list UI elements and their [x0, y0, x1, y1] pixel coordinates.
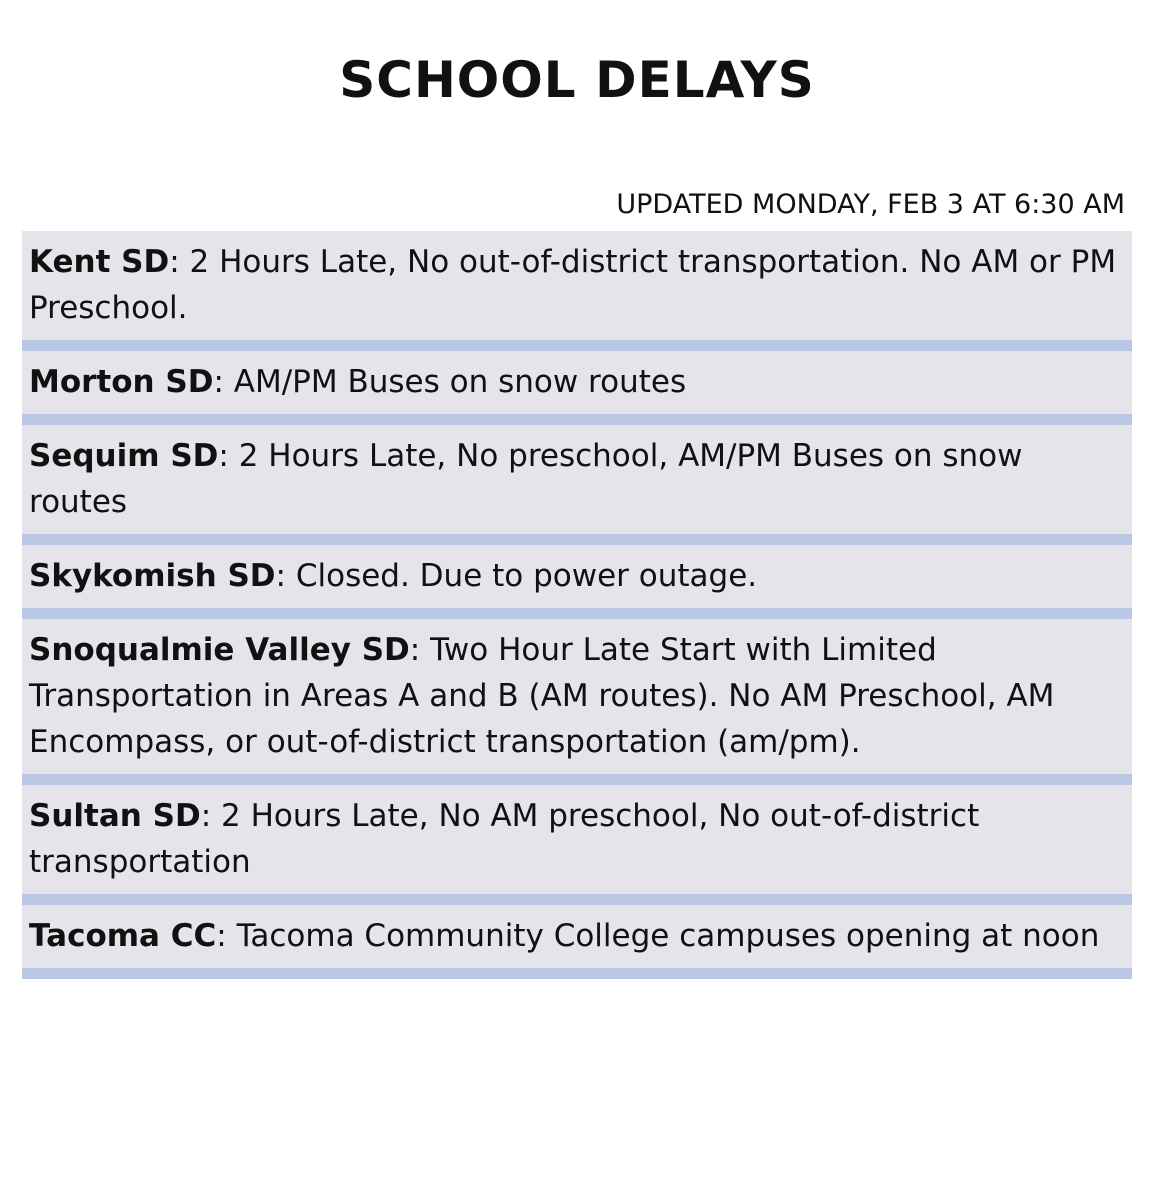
district-name: Skykomish SD — [29, 558, 276, 594]
delay-status: : Tacoma Community College campuses opening at noon — [216, 918, 1100, 954]
delay-row-sequim-sd — [22, 425, 1132, 545]
district-name: Kent SD — [29, 244, 170, 280]
delay-status: : Two Hour Late Start with Limited Transportation in Areas A and B (AM routes). No AM Preschool, AM Encompass, or out-of-district transportation (am/pm). — [29, 632, 1055, 760]
district-name: Snoqualmie Valley SD — [29, 632, 410, 668]
delay-row-morton-sd — [22, 351, 1132, 425]
updated-timestamp: UPDATED MONDAY, FEB 3 AT 6:30 AM — [616, 189, 1125, 220]
delay-status: : 2 Hours Late, No AM preschool, No out-of-district transportation — [29, 798, 980, 880]
delay-row-tacoma-cc — [22, 905, 1132, 979]
district-name: Tacoma CC — [29, 918, 217, 954]
delay-list — [22, 231, 1132, 979]
district-name: Sequim SD — [29, 438, 219, 474]
delay-status: : AM/PM Buses on snow routes — [213, 364, 687, 400]
delay-status: : 2 Hours Late, No preschool, AM/PM Buses on snow routes — [29, 438, 1023, 520]
delay-status: : 2 Hours Late, No out-of-district transportation. No AM or PM Preschool. — [29, 244, 1117, 326]
district-name: Morton SD — [29, 364, 214, 400]
delay-row-sultan-sd — [22, 785, 1132, 905]
page-title: SCHOOL DELAYS — [339, 51, 815, 109]
delay-row-skykomish-sd — [22, 545, 1132, 619]
district-name: Sultan SD — [29, 798, 201, 834]
delay-row-kent-sd — [22, 231, 1132, 351]
delay-status: : Closed. Due to power outage. — [275, 558, 758, 594]
delay-row-snoqualmie-valley-sd — [22, 619, 1132, 785]
